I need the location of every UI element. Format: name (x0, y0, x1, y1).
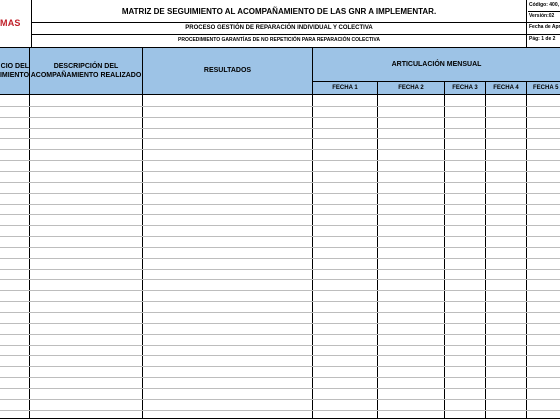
border-line (313, 81, 560, 82)
row-divider (0, 366, 560, 367)
procedure-name: PROCEDIMIENTO GARANTÍAS DE NO REPETICIÓN PARA REPARACIÓN COLECTIVA (178, 37, 380, 43)
column-header-resultados[interactable]: RESULTADOS (143, 48, 312, 94)
row-divider (0, 117, 560, 118)
bottom-border (0, 418, 560, 419)
row-divider (0, 247, 560, 248)
column-divider (485, 82, 486, 419)
row-divider (0, 301, 560, 302)
border-line (0, 47, 560, 48)
border-line (528, 11, 560, 12)
row-divider (0, 290, 560, 291)
column-header-descripcion-line1: DESCRIPCIÓN DEL (53, 62, 119, 70)
column-divider (444, 82, 445, 419)
row-divider (0, 258, 560, 259)
row-divider (0, 345, 560, 346)
column-header-fecha-3[interactable]: FECHA 3 (445, 82, 485, 94)
meta-fecha-aprobacion: Fecha de Apr (529, 24, 560, 30)
column-header-inicio[interactable] (0, 48, 29, 94)
border-line (31, 0, 32, 48)
row-divider (0, 377, 560, 378)
border-line (32, 34, 560, 35)
column-header-fecha-2[interactable]: FECHA 2 (378, 82, 444, 94)
logo-text: MAS (0, 18, 21, 28)
column-header-fecha-5[interactable]: FECHA 5 (527, 82, 560, 94)
column-header-descripcion-line2: ACOMPAÑAMIENTO REALIZADO (30, 72, 142, 79)
row-divider (0, 106, 560, 107)
column-divider (526, 82, 527, 419)
column-divider (142, 48, 143, 419)
column-header-fecha-4[interactable]: FECHA 4 (486, 82, 526, 94)
column-header-fecha-1[interactable]: FECHA 1 (313, 82, 377, 94)
column-divider (29, 48, 30, 419)
meta-pagina: Pág: 1 de 2 (529, 36, 556, 42)
border-line (0, 94, 560, 95)
row-divider (0, 355, 560, 356)
process-name: PROCESO GESTIÓN DE REPARACIÓN INDIVIDUAL Y COLECTIVA (185, 25, 373, 31)
column-divider (377, 82, 378, 419)
row-divider (0, 323, 560, 324)
column-header-inicio-line1: CIO DEL (0, 62, 29, 70)
document-title: MATRIZ DE SEGUIMIENTO AL ACOMPAÑAMIENTO DE LAS GNR A IMPLEMENTAR. (121, 6, 437, 16)
border-line (526, 0, 527, 48)
row-divider (0, 193, 560, 194)
column-header-inicio-line2: IMIENTO (0, 72, 29, 79)
row-divider (0, 204, 560, 205)
row-divider (0, 149, 560, 150)
row-divider (0, 388, 560, 389)
meta-codigo: Código: 400, (529, 2, 560, 8)
row-divider (0, 312, 560, 313)
row-divider (0, 225, 560, 226)
row-divider (0, 128, 560, 129)
border-line (32, 22, 560, 23)
row-divider (0, 279, 560, 280)
logo (0, 0, 32, 48)
row-divider (0, 410, 560, 411)
row-divider (0, 399, 560, 400)
row-divider (0, 236, 560, 237)
row-divider (0, 160, 560, 161)
column-divider (312, 48, 313, 419)
column-header-articulacion[interactable]: ARTICULACIÓN MENSUAL (313, 48, 560, 81)
row-divider (0, 214, 560, 215)
column-header-descripcion[interactable] (30, 48, 142, 94)
row-divider (0, 334, 560, 335)
row-divider (0, 171, 560, 172)
row-divider (0, 138, 560, 139)
row-divider (0, 269, 560, 270)
row-divider (0, 182, 560, 183)
meta-version: Versión:02 (529, 13, 555, 19)
